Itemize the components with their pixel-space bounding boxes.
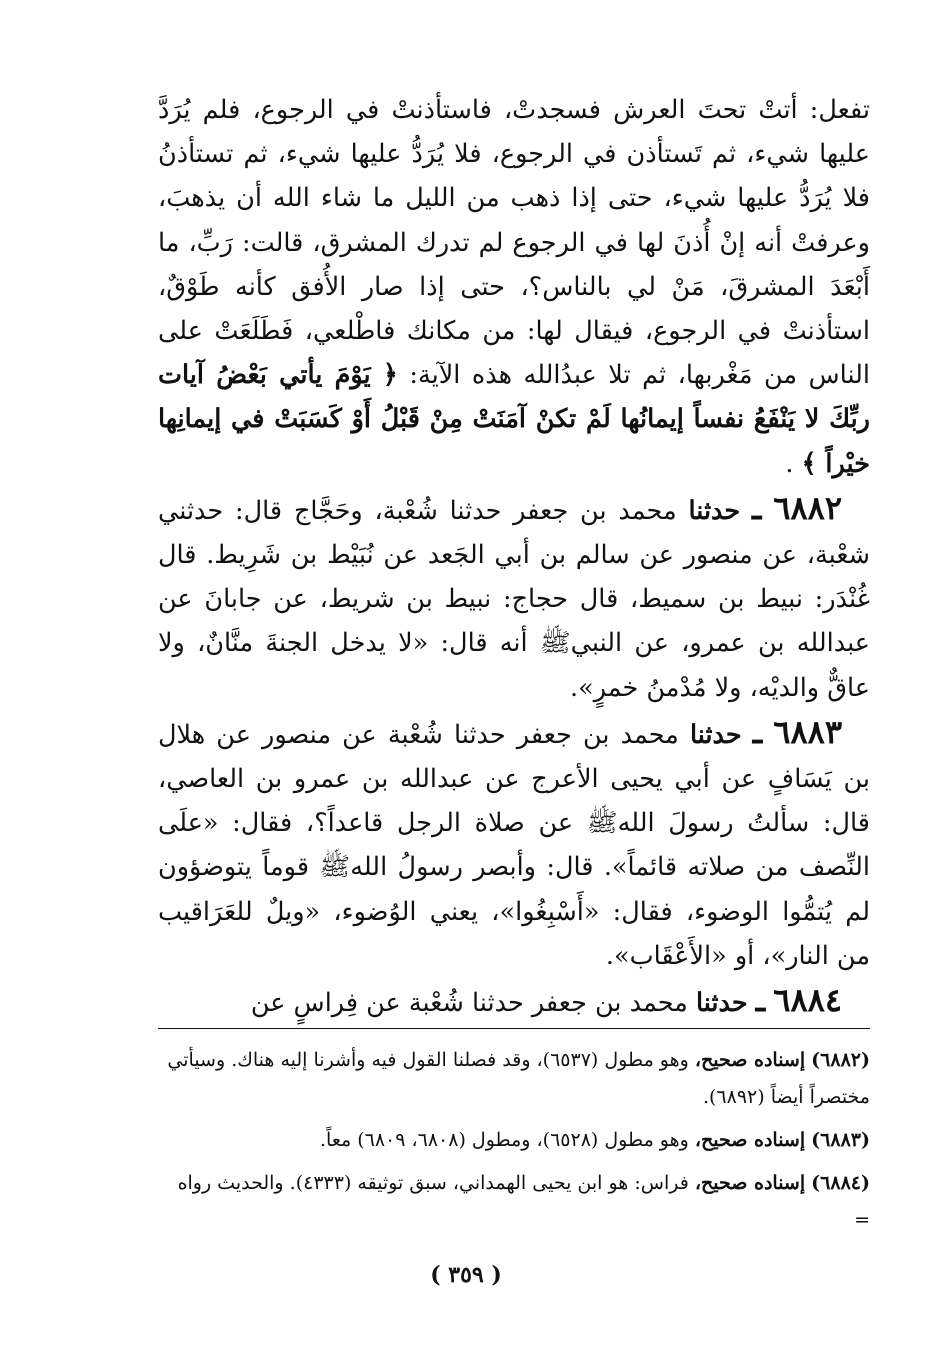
quran-verse: ﴿ يَوْمَ يأتي بَعْضُ آيات ربِّكَ لا يَنْفَعُ نفساً إيمانُها لَمْ تكنْ آمَنَتْ مِنْ قَبْلُ أَوْ كَسَبَتْ في إيمانِها خيْراً ﴾ [158,360,870,479]
hadith-text: محمد بن جعفر حدثنا شُعْبة عن منصور عن هلال بن يَسَافٍ عن أبي يحيى الأعرج عن عبدالله بن عمرو بن العاصي، قال: سألتُ رسولَ اللهﷺ عن صلاة الرجل قاعداً؟، فقال: «علَى النِّصف من صلاته قائماً». قال: وأبصر رسولُ اللهﷺ قوماً يتوضؤون لم يُتمُّوا الوضوء، فقال: «أَسْبِغُوا»، يعني الوُضوء، «ويلٌ للعَرَاقيب من النار»، أو «الأَعْقَاب». [158,719,870,971]
hadith-6882 [158,486,870,710]
hadith-number: ٦٨٨٤ [773,981,842,1020]
hadith-dash: ـ [752,712,763,751]
hadith-text: محمد بن جعفر حدثنا شُعْبة، وحَجَّاج قال: حدثني شعْبة، عن منصور عن سالم بن أبي الجَعد عن نُبَيْط بن شَرِيط. قال غُنْدَر: نبيط بن سميط، قال حجاج: نبيط بن شريط، عن جابانَ عن عبدالله بن عمرو، عن النبيﷺ أنه قال: «لا يدخل الجنةَ منَّانٌ، ولا عاقٌّ والديْه، ولا مُدْمنُ خمرٍ». [158,495,870,703]
footnote-divider [158,1028,870,1029]
footnote-text: فراس: هو ابن يحيى الهمداني، سبق توثيقه (٤٣٣٣). والحديث رواه = [177,1172,870,1231]
continuation-paragraph [158,88,870,486]
continuation-text: تفعل: أتتْ تحتَ العرش فسجدتْ، فاستأذنتْ في الرجوع، فلم يُرَدَّ عليها شيء، ثم تَستأذن في الرجوع، فلا يُرَدُّ عليها شيء، ثم تستأذنُ فلا يُرَدُّ عليها شيء، حتى إذا ذهب من الليل ما شاء الله أن يذهبَ، وعرفتْ أنه إنْ أُذنَ لها في الرجوع لم تدرك المشرق، قالت: رَبِّ، ما أَبْعَدَ المشرقَ، مَنْ لي بالناس؟، حتى إذا صار الأُفق كأنه طَوْقٌ، استأذنتْ في الرجوع، فيقال لها: من مكانك فاطْلعي، فَطَلَعَتْ على الناس من مَغْربها، ثم تلا عبدُالله هذه الآية: [158,95,871,391]
hadith-number: ٦٨٨٣ [773,712,843,751]
footnote-ref: (٦٨٨٤) [811,1172,870,1194]
footnote-6883 [158,1122,870,1159]
hadith-text: محمد بن جعفر حدثنا شُعْبة عن فِراسٍ عن [250,988,688,1019]
footnote-ref: (٦٨٨٢) [811,1049,870,1071]
hadith-6883 [158,710,870,978]
footnote-6884 [158,1165,870,1239]
continuation-end: . [785,448,794,479]
footnote-text: وهو مطول (٦٥٢٨)، ومطول (٦٨٠٨، ٦٨٠٩) معاً. [320,1129,689,1151]
footnote-label: إسناده صحيح، [694,1049,806,1071]
hadith-6884 [158,978,870,1025]
page-number: ( ٣٥٩ ) [430,1262,502,1288]
footnote-label: إسناده صحيح، [694,1172,806,1194]
hadith-number: ٦٨٨٢ [773,488,843,527]
footnote-ref: (٦٨٨٣) [811,1129,870,1151]
footnote-6882 [158,1042,870,1116]
hadith-keyword: حدثنا [689,719,742,750]
hadith-dash: ـ [755,981,766,1020]
footnote-text: وهو مطول (٦٥٣٧)، وقد فصلنا القول فيه وأشرنا إليه هناك. وسيأتي مختصراً أيضاً (٦٨٩٢). [167,1049,870,1108]
hadith-keyword: حدثنا [688,495,741,526]
hadith-dash: ـ [752,488,762,527]
footnote-label: إسناده صحيح، [694,1129,806,1151]
hadith-keyword: حدثنا [695,988,748,1019]
main-text [158,88,870,1025]
footnotes [158,1042,870,1245]
